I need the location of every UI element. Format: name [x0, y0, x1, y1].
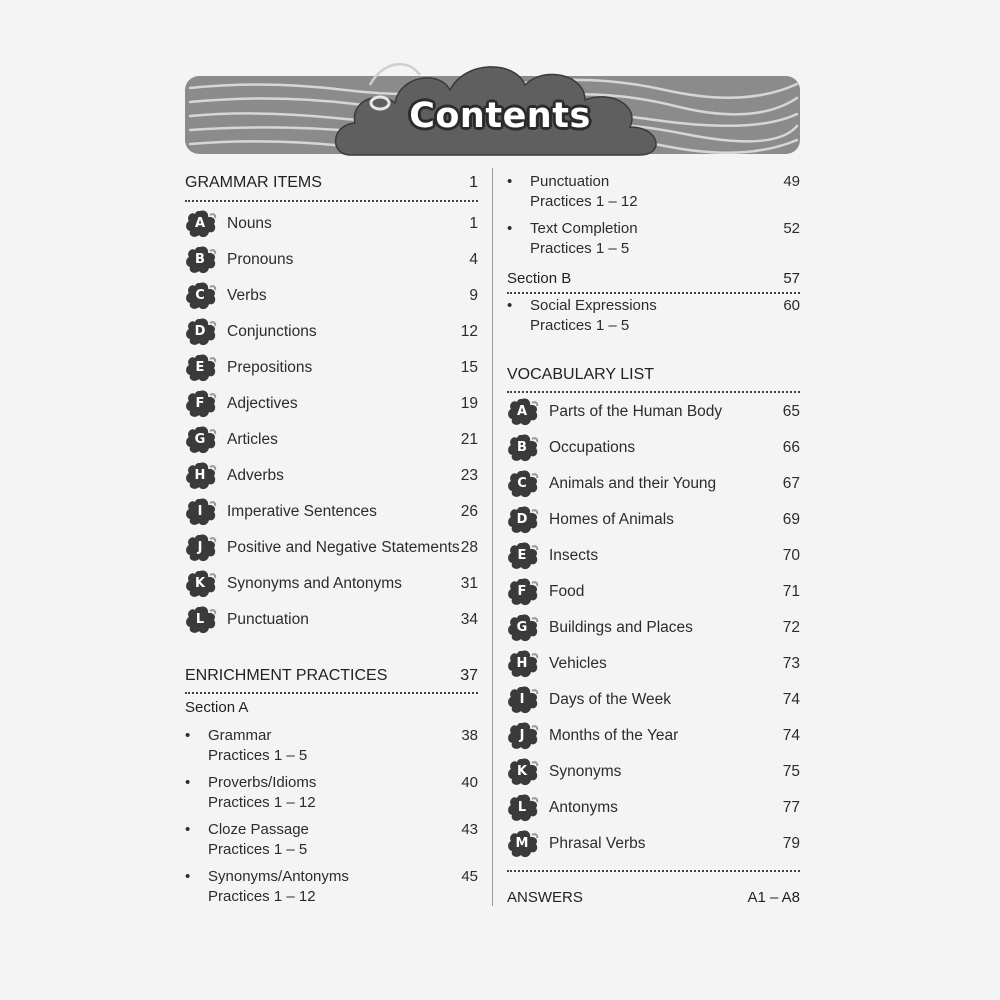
badge-letter: F [195, 396, 205, 411]
entry-label: Insects [549, 547, 599, 564]
entry-page: 15 [460, 359, 478, 376]
entry-page: 72 [782, 619, 800, 636]
entry-page: 79 [782, 835, 800, 852]
letter-badge-icon [185, 209, 219, 239]
toc-entry [507, 541, 800, 571]
letter-badge-icon [507, 505, 541, 535]
badge-letter: H [516, 656, 528, 671]
badge-letter: B [517, 440, 527, 455]
bullet-icon: • [185, 868, 191, 885]
toc-entry [507, 685, 800, 715]
entry-label: Verbs [227, 287, 267, 304]
practice-entry [507, 296, 800, 336]
entry-label: Months of the Year [549, 727, 679, 744]
badge-letter: E [517, 548, 527, 563]
entry-title: Punctuation [530, 173, 610, 190]
entry-label: Days of the Week [549, 691, 672, 708]
badge-letter: F [517, 584, 527, 599]
entry-page: 77 [782, 799, 800, 816]
bullet-icon: • [507, 220, 513, 237]
toc-entry [185, 533, 478, 563]
entry-label: Vehicles [549, 655, 607, 672]
entry-subtitle: Practices 1 – 12 [208, 888, 316, 905]
entry-title: Proverbs/Idioms [208, 774, 317, 791]
entry-label: Food [549, 583, 585, 600]
badge-letter: K [516, 764, 528, 779]
letter-badge-icon [507, 613, 541, 643]
section-a-label [185, 699, 478, 716]
badge-letter: D [194, 324, 206, 339]
column-divider [492, 168, 493, 906]
entry-page: 21 [460, 431, 478, 448]
entry-page: 45 [461, 868, 478, 885]
toc-entry [185, 353, 478, 383]
entry-label: Conjunctions [227, 323, 317, 340]
badge-letter: C [195, 288, 205, 303]
entry-page: 75 [782, 763, 800, 780]
toc-entry [507, 793, 800, 823]
badge-letter: A [516, 404, 528, 419]
badge-letter: M [515, 836, 529, 851]
entry-page: 40 [461, 774, 478, 791]
entry-page: 73 [782, 655, 800, 672]
entry-page: 52 [783, 220, 800, 237]
entry-label: Pronouns [227, 251, 294, 268]
section-b-row [507, 270, 800, 287]
entry-label: Phrasal Verbs [549, 835, 646, 852]
badge-letter: A [194, 216, 206, 231]
letter-badge-icon [507, 829, 541, 859]
letter-badge-icon [507, 469, 541, 499]
letter-badge-icon [507, 397, 541, 427]
badge-letter: J [519, 728, 525, 743]
entry-subtitle: Practices 1 – 12 [208, 794, 316, 811]
entry-label: Occupations [549, 439, 636, 456]
letter-badge-icon [185, 533, 219, 563]
answers-label: ANSWERS [507, 889, 583, 906]
entry-page: 12 [460, 323, 478, 340]
toc-entry [507, 649, 800, 679]
toc-entry [185, 281, 478, 311]
bullet-icon: • [185, 774, 191, 791]
toc-entry [185, 389, 478, 419]
entry-title: Cloze Passage [208, 821, 309, 838]
practice-entry [185, 726, 478, 766]
letter-badge-icon [185, 245, 219, 275]
entry-page: 70 [782, 547, 800, 564]
entry-subtitle: Practices 1 – 5 [208, 747, 308, 764]
practice-entry [185, 773, 478, 813]
toc-entry [185, 209, 478, 239]
entry-label: Animals and their Young [549, 475, 717, 492]
toc-entry [185, 497, 478, 527]
entry-page: 60 [783, 297, 800, 314]
badge-letter: J [197, 540, 203, 555]
toc-entry [185, 461, 478, 491]
badge-letter: K [194, 576, 206, 591]
bullet-icon: • [507, 297, 513, 314]
letter-badge-icon [507, 685, 541, 715]
entry-label: Articles [227, 431, 278, 448]
badge-letter: G [516, 620, 528, 635]
entry-label: Adverbs [227, 467, 284, 484]
letter-badge-icon [507, 649, 541, 679]
entry-page: 69 [782, 511, 800, 528]
entry-label: Homes of Animals [549, 511, 674, 528]
entry-page: 26 [460, 503, 478, 520]
letter-badge-icon [507, 757, 541, 787]
answers-row [507, 889, 800, 906]
toc-entry [507, 505, 800, 535]
badge-letter: L [517, 800, 527, 815]
entry-label: Prepositions [227, 359, 313, 376]
badge-letter: I [519, 692, 525, 707]
entry-label: Parts of the Human Body [549, 403, 723, 420]
toc-entry [507, 757, 800, 787]
entry-page: 71 [782, 583, 800, 600]
divider-dotted [507, 870, 800, 872]
divider-dotted [507, 292, 800, 294]
letter-badge-icon [185, 353, 219, 383]
entry-page: 4 [469, 251, 478, 268]
entry-page: 31 [460, 575, 478, 592]
entry-page: 1 [469, 215, 478, 232]
divider-dotted [185, 200, 478, 202]
practice-entry [507, 172, 800, 212]
entry-page: 38 [461, 727, 478, 744]
toc-entry [507, 577, 800, 607]
section-b-label: Section B [507, 270, 572, 287]
entry-page: 9 [469, 287, 478, 304]
toc-entry [507, 469, 800, 499]
section-b-page: 57 [783, 270, 800, 287]
entry-title: Text Completion [530, 220, 638, 237]
grammar-heading-label: GRAMMAR ITEMS [185, 174, 322, 191]
badge-letter: I [197, 504, 203, 519]
toc-entry [507, 721, 800, 751]
letter-badge-icon [507, 433, 541, 463]
enrichment-heading-label: ENRICHMENT PRACTICES [185, 667, 388, 684]
entry-label: Positive and Negative Statements [227, 539, 460, 556]
letter-badge-icon [507, 721, 541, 751]
entry-label: Synonyms [549, 763, 622, 780]
entry-label: Nouns [227, 215, 272, 232]
entry-page: 34 [460, 611, 478, 628]
entry-label: Antonyms [549, 799, 618, 816]
letter-badge-icon [185, 605, 219, 635]
page-title: Contents [409, 96, 591, 136]
grammar-heading-page: 1 [469, 174, 478, 191]
bullet-icon: • [507, 173, 513, 190]
entry-page: 74 [782, 691, 800, 708]
entry-label: Buildings and Places [549, 619, 693, 636]
entry-page: 23 [460, 467, 478, 484]
practice-entry [507, 219, 800, 259]
toc-entry [507, 397, 800, 427]
toc-entry [507, 433, 800, 463]
entry-subtitle: Practices 1 – 5 [208, 841, 308, 858]
toc-entry [507, 829, 800, 859]
bullet-icon: • [185, 821, 191, 838]
toc-entry [185, 569, 478, 599]
entry-page: 74 [782, 727, 800, 744]
badge-letter: L [195, 612, 205, 627]
letter-badge-icon [185, 389, 219, 419]
practice-entry [185, 820, 478, 860]
letter-badge-icon [185, 461, 219, 491]
entry-label: Adjectives [227, 395, 298, 412]
entry-subtitle: Practices 1 – 5 [530, 317, 630, 334]
letter-badge-icon [185, 317, 219, 347]
entry-label: Punctuation [227, 611, 309, 628]
toc-entry [507, 613, 800, 643]
letter-badge-icon [185, 569, 219, 599]
entry-page: 28 [460, 539, 478, 556]
entry-subtitle: Practices 1 – 12 [530, 193, 638, 210]
badge-letter: E [195, 360, 205, 375]
letter-badge-icon [185, 281, 219, 311]
enrichment-heading-page: 37 [460, 667, 478, 684]
letter-badge-icon [185, 497, 219, 527]
entry-title: Social Expressions [530, 297, 657, 314]
badge-letter: H [194, 468, 206, 483]
section-a-text: Section A [185, 699, 249, 716]
entry-page: 43 [461, 821, 478, 838]
letter-badge-icon [185, 425, 219, 455]
practice-entry [185, 867, 478, 907]
answers-pages: A1 – A8 [747, 889, 800, 906]
divider-dotted [507, 391, 800, 393]
entry-page: 67 [782, 475, 800, 492]
entry-page: 49 [783, 173, 800, 190]
grammar-heading [185, 174, 478, 192]
enrichment-heading [185, 667, 478, 685]
vocabulary-heading-label: VOCABULARY LIST [507, 366, 655, 383]
entry-page: 66 [782, 439, 800, 456]
badge-letter: D [516, 512, 528, 527]
entry-title: Synonyms/Antonyms [208, 868, 349, 885]
entry-subtitle: Practices 1 – 5 [530, 240, 630, 257]
bullet-icon: • [185, 727, 191, 744]
entry-label: Imperative Sentences [227, 503, 377, 520]
vocabulary-heading [507, 366, 800, 384]
entry-page: 19 [460, 395, 478, 412]
toc-entry [185, 317, 478, 347]
entry-label: Synonyms and Antonyms [227, 575, 402, 592]
toc-entry [185, 605, 478, 635]
divider-dotted [185, 692, 478, 694]
badge-letter: G [194, 432, 206, 447]
letter-badge-icon [507, 541, 541, 571]
badge-letter: B [195, 252, 205, 267]
entry-title: Grammar [208, 727, 272, 744]
toc-entry [185, 425, 478, 455]
letter-badge-icon [507, 577, 541, 607]
toc-entry [185, 245, 478, 275]
entry-page: 65 [782, 403, 800, 420]
letter-badge-icon [507, 793, 541, 823]
badge-letter: C [517, 476, 527, 491]
